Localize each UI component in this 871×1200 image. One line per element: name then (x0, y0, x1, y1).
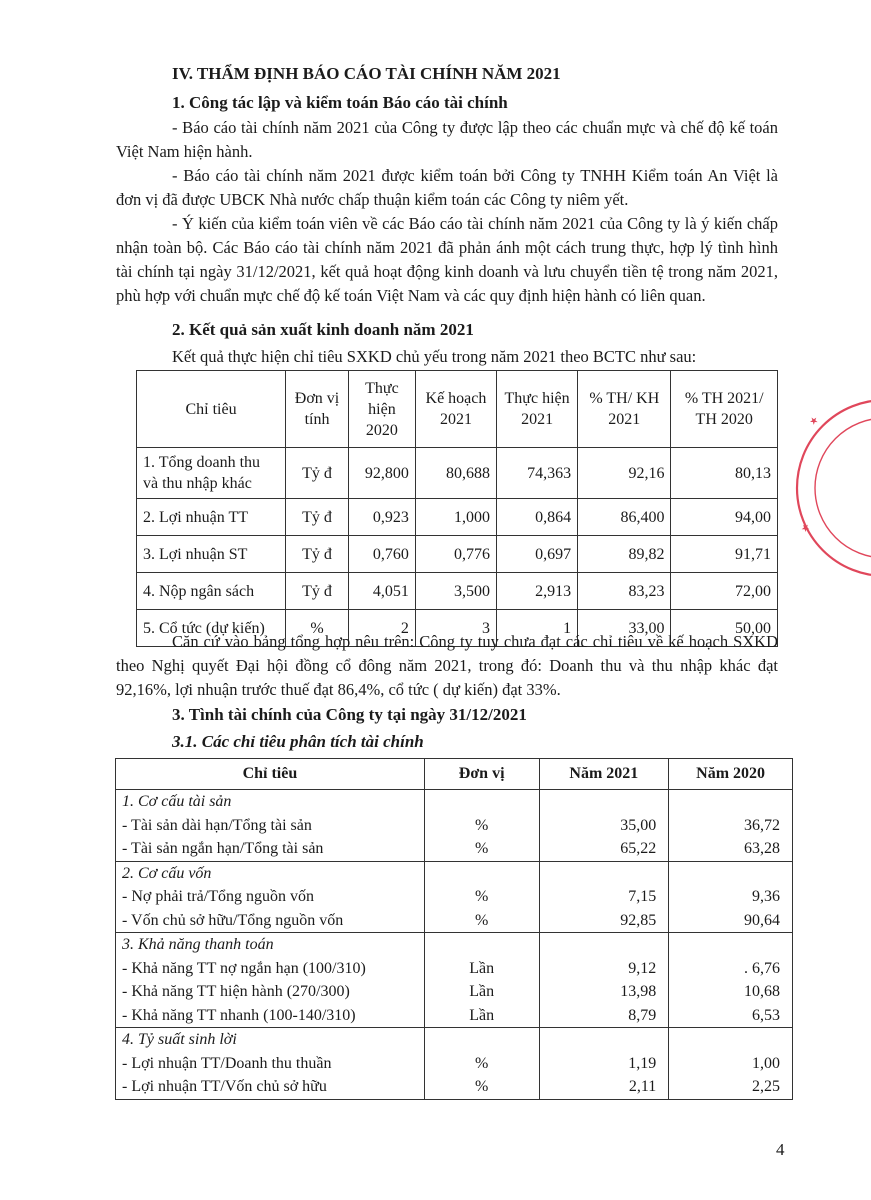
table-cell: 3 (415, 610, 496, 647)
value-2020: 1,00 (752, 1054, 780, 1072)
indicator-label: - Tài sản dài hạn/Tổng tài sản (122, 816, 312, 834)
table-cell: 1. Tổng doanh thu và thu nhập khác (137, 448, 286, 499)
table-cell: 0,923 (348, 499, 415, 536)
value-2021: 35,00 (620, 816, 657, 834)
header-cell: Năm 2020 (669, 759, 793, 790)
table-cell: 72,00 (671, 573, 778, 610)
table-cell: 94,00 (671, 499, 778, 536)
table-header-row (116, 759, 793, 790)
table-cell: 0,697 (497, 536, 578, 573)
indicator-label: - Nợ phải trả/Tổng nguồn vốn (122, 888, 314, 905)
paragraph: - Ý kiến của kiểm toán viên về các Báo cáo tài chính năm 2021 của Công ty là ý kiến chấp nhận toàn bộ. Các Báo cáo tài chính năm 2021 đã phản ánh một cách trung thực, hợp lý tình hình tài chính tại ngày 31/12/2021, kết quả hoạt động kinh doanh và lưu chuyển tiền tệ trong năm 2021, phù hợp với chuẩn mực chế độ kế toán Việt Nam và các quy định hiện hành có liên quan. (116, 214, 778, 305)
table-cell (116, 861, 425, 933)
table-cell (424, 861, 539, 933)
indicator-unit: % (474, 840, 489, 857)
table-cell: 2,913 (497, 573, 578, 610)
paragraph: - Báo cáo tài chính năm 2021 được kiểm toán bởi Công ty TNHH Kiểm toán An Việt là đơn vị đã được UBCK Nhà nước chấp thuận kiểm toán các Công ty niêm yết. (116, 166, 778, 209)
table-cell: 4. Nộp ngân sách (137, 573, 286, 610)
value-2021: 7,15 (628, 888, 657, 905)
value-2020: 6,53 (752, 1006, 780, 1024)
indicator-unit: % (474, 1078, 489, 1095)
value-2021: 9,12 (628, 959, 657, 977)
group-title: 2. Cơ cấu vốn (122, 864, 212, 882)
indicator-unit: Lần (469, 1006, 495, 1024)
indicator-label: - Khả năng TT nợ ngắn hạn (100/310) (122, 959, 366, 977)
table-group-row (116, 1028, 793, 1100)
table-cell: Tỷ đ (286, 536, 349, 573)
indicator-label: - Lợi nhuận TT/Vốn chủ sở hữu (122, 1078, 327, 1095)
seal-star: ★ (807, 414, 822, 429)
table-cell: Tỷ đ (286, 499, 349, 536)
value-2021: 13,98 (620, 983, 657, 1000)
indicator-unit: % (474, 888, 489, 905)
value-2020: 2,25 (752, 1078, 780, 1095)
table-header-row (137, 371, 778, 448)
value-2020: 10,68 (744, 983, 780, 1000)
table-row (137, 536, 778, 573)
table-cell: 3. Lợi nhuận ST (137, 536, 286, 573)
section-heading: IV. THẨM ĐỊNH BÁO CÁO TÀI CHÍNH NĂM 2021 (172, 64, 561, 83)
table-cell (424, 790, 539, 862)
table-cell: 92,16 (578, 448, 671, 499)
seal-rings (797, 400, 871, 576)
section3-title: 3. Tình tài chính của Công ty tại ngày 31/12/2021 (172, 705, 527, 724)
indicator-unit: % (474, 1054, 489, 1072)
indicator-unit: % (474, 911, 489, 929)
table-cell (669, 1028, 793, 1100)
business-results-table (136, 370, 778, 647)
value-2020: 9,36 (752, 888, 780, 905)
table-cell: 2. Lợi nhuận TT (137, 499, 286, 536)
table-cell: Tỷ đ (286, 448, 349, 499)
table-cell: 1 (497, 610, 578, 647)
indicator-label: - Vốn chủ sở hữu/Tổng nguồn vốn (122, 911, 344, 929)
table-row (137, 448, 778, 499)
table-cell: 86,400 (578, 499, 671, 536)
table-cell: 4,051 (348, 573, 415, 610)
table-cell (669, 861, 793, 933)
table-row (137, 573, 778, 610)
table-cell: 74,363 (497, 448, 578, 499)
table-cell: 3,500 (415, 573, 496, 610)
paragraph: Căn cứ vào bảng tổng hợp nêu trên: Công ty tuy chưa đạt các chỉ tiêu về kế hoạch SXKD theo Nghị quyết Đại hội đồng cổ đông năm 2021, trong đó: Doanh thu và thu nhập khác đạt 92,16%, lợi nhuận trước thuế đạt 86,4%, cổ tức ( dự kiến) đạt 33%. (116, 632, 778, 699)
table-row (137, 499, 778, 536)
table-cell: % (286, 610, 349, 647)
header-cell: Thực hiện 2020 (348, 371, 415, 448)
table-cell (116, 790, 425, 862)
table-cell: 80,688 (415, 448, 496, 499)
table-cell (539, 790, 669, 862)
value-2021: 1,19 (628, 1054, 657, 1072)
header-cell: % TH/ KH 2021 (578, 371, 671, 448)
table-cell: 50,00 (671, 610, 778, 647)
table-cell: 83,23 (578, 573, 671, 610)
table-cell (116, 933, 425, 1028)
table-cell (669, 790, 793, 862)
financial-indicators-table (115, 758, 793, 1100)
table-group-row (116, 861, 793, 933)
header-cell: % TH 2021/ TH 2020 (671, 371, 778, 448)
header-cell: Chỉ tiêu (137, 371, 286, 448)
seal-inner-ring (815, 418, 871, 558)
value-2020: 36,72 (744, 816, 780, 834)
paragraph: - Báo cáo tài chính năm 2021 của Công ty được lập theo các chuẩn mực và chế độ kế toán Việt Nam hiện hành. (116, 118, 778, 161)
header-cell: Chỉ tiêu (116, 759, 425, 790)
table-cell: 89,82 (578, 536, 671, 573)
group-title: 4. Tỷ suất sinh lời (122, 1031, 237, 1048)
table-cell: 1,000 (415, 499, 496, 536)
table-cell: 91,71 (671, 536, 778, 573)
section2-conclusion (116, 630, 778, 702)
indicator-label: - Khả năng TT nhanh (100-140/310) (122, 1006, 356, 1024)
indicator-unit: Lần (469, 983, 495, 1000)
table-cell (424, 933, 539, 1028)
table-cell: 0,760 (348, 536, 415, 573)
table-cell: 5. Cổ tức (dự kiến) (137, 610, 286, 647)
company-seal (790, 378, 871, 588)
header-cell: Năm 2021 (539, 759, 669, 790)
table-cell (539, 933, 669, 1028)
table-cell: 33,00 (578, 610, 671, 647)
indicator-label: - Tài sản ngắn hạn/Tổng tài sản (122, 840, 324, 857)
table-cell: 0,776 (415, 536, 496, 573)
table-cell (669, 933, 793, 1028)
table-cell: 0,864 (497, 499, 578, 536)
section3-subtitle: 3.1. Các chỉ tiêu phân tích tài chính (172, 732, 424, 751)
value-2021: 92,85 (620, 911, 657, 929)
section2-title: 2. Kết quả sản xuất kinh doanh năm 2021 (172, 320, 474, 339)
table-cell: 80,13 (671, 448, 778, 499)
table-cell: 92,800 (348, 448, 415, 499)
header-cell: Đơn vị tính (286, 371, 349, 448)
value-2021: 65,22 (620, 840, 657, 857)
section1-body (116, 116, 778, 308)
header-cell: Đơn vị (424, 759, 539, 790)
header-cell: Kế hoạch 2021 (415, 371, 496, 448)
table-cell: Tỷ đ (286, 573, 349, 610)
table-cell (539, 1028, 669, 1100)
table-cell: 2 (348, 610, 415, 647)
value-2021: 2,11 (628, 1078, 657, 1095)
indicator-unit: Lần (469, 959, 495, 977)
indicator-label: - Khả năng TT hiện hành (270/300) (122, 983, 350, 1000)
section1-title: 1. Công tác lập và kiểm toán Báo cáo tài chính (172, 93, 508, 112)
value-2020: . 6,76 (744, 959, 780, 977)
table-cell (116, 1028, 425, 1100)
value-2021: 8,79 (628, 1006, 657, 1024)
group-title: 1. Cơ cấu tài sản (122, 793, 232, 810)
table-cell (424, 1028, 539, 1100)
table-group-row (116, 933, 793, 1028)
seal-star: ★ (798, 521, 812, 536)
page-number: 4 (776, 1140, 785, 1159)
seal-outer-ring (797, 400, 871, 576)
section2-intro: Kết quả thực hiện chỉ tiêu SXKD chủ yếu trong năm 2021 theo BCTC như sau: (172, 347, 697, 366)
value-2020: 90,64 (744, 911, 780, 929)
indicator-unit: % (474, 816, 489, 834)
table-cell (539, 861, 669, 933)
table-group-row (116, 790, 793, 862)
group-title: 3. Khả năng thanh toán (122, 936, 274, 953)
indicator-label: - Lợi nhuận TT/Doanh thu thuần (122, 1054, 332, 1072)
value-2020: 63,28 (744, 840, 780, 857)
header-cell: Thực hiện 2021 (497, 371, 578, 448)
